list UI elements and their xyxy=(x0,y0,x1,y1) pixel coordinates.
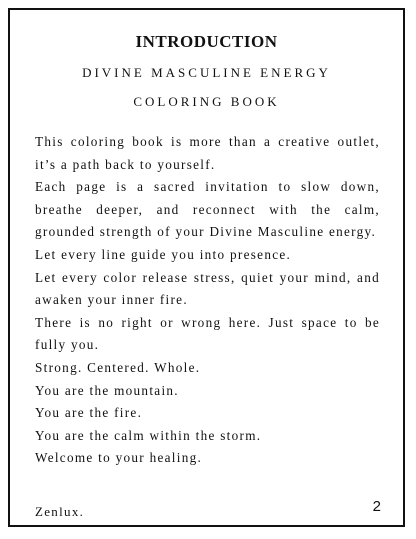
paragraph: You are the mountain. xyxy=(35,382,179,398)
book-subtitle-line-2: COLORING BOOK xyxy=(133,94,280,109)
paragraph: You are the calm within the storm. xyxy=(35,427,262,443)
paragraph: You are the fire. xyxy=(35,405,143,421)
paragraph: There is no right or wrong here. Just space to be fully you. xyxy=(35,314,380,353)
book-subtitle-line-1: DIVINE MASCULINE ENERGY xyxy=(82,65,331,80)
paragraph: Each page is a sacred invitation to slow down, breathe deeper, and reconnect with the calm, grounded strength of your Divine Masculine energy. xyxy=(35,179,380,240)
paragraph: Strong. Centered. Whole. xyxy=(35,359,201,375)
paragraph: This coloring book is more than a creative outlet, it’s a path back to yourself. xyxy=(35,134,380,172)
paragraph: Let every color release stress, quiet your mind, and awaken your inner fire. xyxy=(35,269,380,308)
page-frame xyxy=(8,8,405,527)
paragraph: Welcome to your healing. xyxy=(35,450,203,466)
paragraph: Let every line guide you into presence. xyxy=(35,246,292,262)
intro-body xyxy=(35,131,380,470)
page-title: INTRODUCTION xyxy=(135,32,278,51)
page-number: 2 xyxy=(372,498,381,515)
signature: Zenlux. xyxy=(35,504,85,519)
